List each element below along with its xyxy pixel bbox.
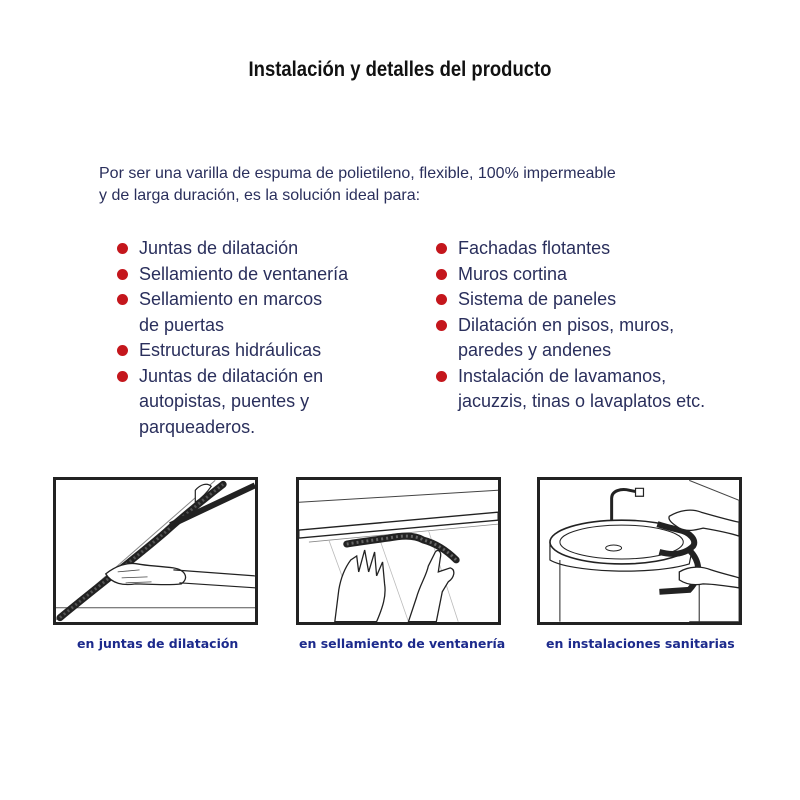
list-item: Fachadas flotantes [436,236,766,262]
list-item: Sellamiento de ventanería [117,262,417,288]
caption-sanitarias: en instalaciones sanitarias [546,636,735,651]
bullet-icon [117,243,128,254]
illustration-juntas [53,477,258,625]
bullet-icon [436,294,447,305]
illustration-ventaneria [296,477,501,625]
list-item: Juntas de dilatación en autopistas, puentes y parqueaderos. [117,364,417,441]
intro-line-1: Por ser una varilla de espuma de polietileno, flexible, 100% impermeable [99,165,616,182]
caption-ventaneria: en sellamiento de ventanería [299,636,506,651]
intro-line-2: y de larga duración, es la solución ideal para: [99,187,421,204]
page-title: Instalación y detalles del producto [248,58,552,81]
bullet-icon [117,345,128,356]
bullet-icon [436,320,447,331]
list-item: Juntas de dilatación [117,236,417,262]
window-sealing-illustration [299,480,498,622]
bullet-icon [117,269,128,280]
caption-juntas: en juntas de dilatación [77,636,239,651]
bullet-icon [117,294,128,305]
sink-installation-illustration [540,480,739,622]
illustration-sanitarias [537,477,742,625]
list-item: Dilatación en pisos, muros, paredes y andenes [436,313,766,364]
bullet-icon [436,243,447,254]
list-item: Sistema de paneles [436,287,766,313]
applications-list-left [117,236,417,440]
list-item: Instalación de lavamanos, jacuzzis, tinas o lavaplatos etc. [436,364,766,415]
list-item: Estructuras hidráulicas [117,338,417,364]
applications-list-right [436,236,766,415]
intro-paragraph [99,163,739,207]
list-item: Sellamiento en marcos de puertas [117,287,417,338]
expansion-joint-illustration [56,480,255,622]
bullet-icon [436,269,447,280]
list-item: Muros cortina [436,262,766,288]
bullet-icon [117,371,128,382]
bullet-icon [436,371,447,382]
